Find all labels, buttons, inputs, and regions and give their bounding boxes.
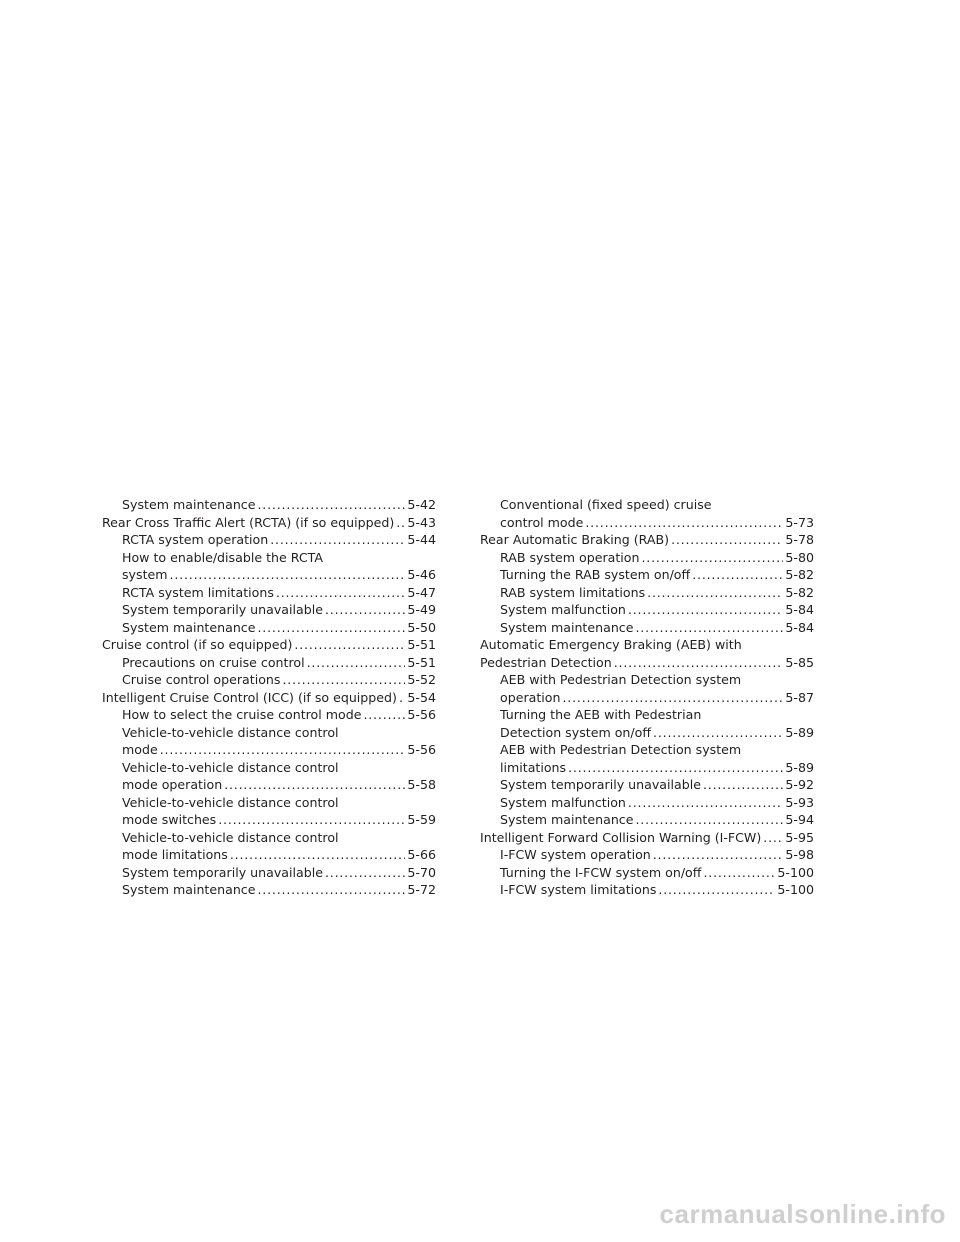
- dot-leader: [692, 566, 783, 584]
- dot-leader: [396, 514, 405, 532]
- toc-entry[interactable]: [102, 794, 436, 829]
- toc-entry[interactable]: [102, 636, 436, 654]
- toc-entry-line: [500, 794, 814, 812]
- toc-entry-page-number: 5-51: [407, 654, 436, 670]
- dot-leader: [635, 811, 783, 829]
- dot-leader: [628, 794, 784, 812]
- toc-entry-title-line: Turning the AEB with Pedestrian: [500, 707, 702, 722]
- toc-entry-page-number: 5-46: [407, 567, 436, 582]
- toc-entry-title: Intelligent Cruise Control (ICC) (if so equipped): [102, 689, 397, 705]
- toc-entry[interactable]: [102, 619, 436, 637]
- toc-entry-line: [122, 811, 436, 829]
- toc-entry-title: control mode: [500, 514, 584, 530]
- toc-entry-page-number: 5-82: [785, 567, 814, 582]
- toc-entry-line: [500, 776, 814, 794]
- toc-entry-line: [122, 566, 436, 584]
- dot-leader: [218, 811, 405, 829]
- watermark-text: carmanualsonline.info: [659, 1199, 946, 1229]
- toc-entry-line: [500, 759, 814, 777]
- toc-entry-page-number: 5-82: [785, 584, 814, 600]
- dot-leader: [363, 706, 405, 724]
- toc-entry-line: [480, 829, 814, 847]
- toc-entry-line: [122, 776, 436, 794]
- toc-entry[interactable]: [102, 531, 436, 549]
- dot-leader: [325, 601, 405, 619]
- toc-entry[interactable]: [480, 846, 814, 864]
- toc-entry-page-number: 5-89: [785, 759, 814, 775]
- toc-entry-title: RCTA system limitations: [122, 584, 274, 600]
- toc-entry-page-number: 5-54: [407, 689, 436, 705]
- toc-entry-title: Pedestrian Detection: [480, 654, 612, 670]
- toc-entry[interactable]: [102, 514, 436, 532]
- toc-entry-line: [500, 864, 814, 882]
- toc-entry-line: [500, 881, 814, 899]
- toc-entry-line: [500, 846, 814, 864]
- toc-entry-title: System maintenance: [122, 882, 256, 897]
- toc-entry-page-number: 5-100: [777, 882, 814, 897]
- toc-entry[interactable]: [480, 706, 814, 741]
- toc-entry-page-number: 5-56: [407, 707, 436, 722]
- dot-leader: [230, 846, 406, 864]
- toc-entry-title: System maintenance: [122, 497, 256, 512]
- toc-entry[interactable]: [480, 671, 814, 706]
- toc-entry-line: [122, 671, 436, 689]
- toc-entry-page-number: 5-52: [407, 672, 436, 687]
- toc-right-column: [480, 496, 814, 899]
- toc-entry-title-line: Conventional (fixed speed) cruise: [500, 497, 712, 512]
- toc-entry-line: [500, 566, 814, 584]
- toc-entry-line: [122, 741, 436, 759]
- toc-entry-title-line: Vehicle-to-vehicle distance control: [122, 794, 339, 810]
- toc-entry-title: System maintenance: [122, 619, 256, 635]
- toc-entry-page-number: 5-47: [407, 584, 436, 600]
- toc-entry-title-line: AEB with Pedestrian Detection system: [500, 672, 742, 687]
- toc-entry[interactable]: [480, 811, 814, 829]
- toc-entry-line: [122, 619, 436, 637]
- dot-leader: [653, 846, 784, 864]
- toc-entry-title: System temporarily unavailable: [122, 602, 323, 617]
- dot-leader: [635, 619, 783, 637]
- toc-entry-page-number: 5-93: [785, 794, 814, 810]
- toc-entry[interactable]: [102, 601, 436, 619]
- dot-leader: [170, 566, 406, 584]
- toc-entry-title: System malfunction: [500, 602, 626, 617]
- toc-entry-line: [122, 864, 436, 882]
- toc-entry-page-number: 5-98: [785, 847, 814, 862]
- toc-entry-page-number: 5-42: [407, 497, 436, 512]
- toc-entry[interactable]: [480, 496, 814, 531]
- toc-entry-title: Intelligent Forward Collision Warning (I-FCW): [480, 829, 762, 845]
- toc-entry-title-line: AEB with Pedestrian Detection system: [500, 742, 742, 757]
- toc-entry-line: [500, 601, 814, 619]
- toc-entry-title: System temporarily unavailable: [122, 864, 323, 880]
- toc-entry-line: [122, 496, 436, 514]
- toc-entry[interactable]: [480, 636, 814, 671]
- toc-entry-title: RCTA system operation: [122, 532, 269, 547]
- toc-entry[interactable]: [480, 531, 814, 549]
- toc-entry-title: Cruise control (if so equipped): [102, 637, 293, 652]
- dot-leader: [585, 514, 783, 532]
- dot-leader: [257, 619, 405, 637]
- toc-entry-title: system: [122, 567, 168, 582]
- toc-entry[interactable]: [102, 584, 436, 602]
- toc-entry-title: mode operation: [122, 777, 223, 792]
- toc-entry-page-number: 5-43: [407, 514, 436, 530]
- toc-entry-line: [500, 584, 814, 602]
- toc-entry-title: RAB system limitations: [500, 584, 646, 600]
- toc-entry[interactable]: [480, 776, 814, 794]
- toc-entry[interactable]: [102, 759, 436, 794]
- dot-leader: [270, 531, 405, 549]
- toc-entry-page-number: 5-78: [785, 532, 814, 547]
- dot-leader: [257, 496, 405, 514]
- toc-entry-title: mode: [122, 742, 158, 757]
- toc-entry-line: [480, 654, 814, 672]
- dot-leader: [628, 601, 784, 619]
- toc-entry-page-number: 5-51: [407, 637, 436, 652]
- toc-entry-title: System malfunction: [500, 794, 626, 810]
- dot-leader: [653, 724, 783, 742]
- toc-entry-line: [122, 706, 436, 724]
- dot-leader: [276, 584, 406, 602]
- dot-leader: [703, 864, 775, 882]
- toc-entry-title: Rear Cross Traffic Alert (RCTA) (if so equipped): [102, 514, 395, 530]
- toc-entry-page-number: 5-95: [785, 829, 814, 845]
- toc-entry[interactable]: [102, 689, 436, 707]
- toc-entry[interactable]: [480, 864, 814, 882]
- toc-entry[interactable]: [102, 654, 436, 672]
- toc-entry-page-number: 5-80: [785, 549, 814, 565]
- dot-leader: [224, 776, 405, 794]
- toc-entry-line: [102, 689, 436, 707]
- dot-leader: [294, 636, 405, 654]
- toc-entry-page-number: 5-84: [785, 602, 814, 617]
- toc-entry[interactable]: [480, 566, 814, 584]
- toc-entry-line: [500, 689, 814, 707]
- toc-entry[interactable]: [480, 794, 814, 812]
- dot-leader: [614, 654, 784, 672]
- dot-leader: [763, 829, 783, 847]
- toc-entry-title: operation: [500, 689, 561, 705]
- dot-leader: [562, 689, 783, 707]
- toc-entry[interactable]: [480, 601, 814, 619]
- toc-entry-line: [102, 514, 436, 532]
- toc-entry-page-number: 5-92: [785, 777, 814, 792]
- toc-entry-title: Turning the RAB system on/off: [500, 567, 691, 582]
- toc-entry[interactable]: [102, 549, 436, 584]
- dot-leader: [282, 671, 405, 689]
- toc-entry[interactable]: [480, 829, 814, 847]
- toc-entry-line: [500, 811, 814, 829]
- toc-entry-page-number: 5-49: [407, 602, 436, 617]
- toc-entry-page-number: 5-100: [777, 864, 814, 880]
- toc-entry-title: limitations: [500, 759, 567, 775]
- toc-entry-title: Cruise control operations: [122, 672, 281, 687]
- toc-entry-page-number: 5-94: [785, 812, 814, 827]
- toc-entry-line: [122, 881, 436, 899]
- toc-entry-page-number: 5-56: [407, 742, 436, 757]
- toc-entry-line: [500, 619, 814, 637]
- toc-entry-title-line: Vehicle-to-vehicle distance control: [122, 724, 339, 740]
- toc-entry-title-line: How to enable/disable the RCTA: [122, 549, 323, 565]
- toc-entry[interactable]: [480, 549, 814, 567]
- dot-leader: [399, 689, 405, 707]
- toc-entry-title: Detection system on/off: [500, 724, 652, 740]
- toc-entry-title: How to select the cruise control mode: [122, 707, 362, 722]
- toc-entry[interactable]: [102, 864, 436, 882]
- toc-entry-page-number: 5-89: [785, 724, 814, 740]
- toc-left-column: [102, 496, 436, 899]
- toc-entry[interactable]: [102, 706, 436, 724]
- toc-entry-line: [500, 724, 814, 742]
- toc-entry-page-number: 5-73: [785, 514, 814, 530]
- toc-entry[interactable]: [480, 881, 814, 899]
- toc-entry-page-number: 5-59: [407, 812, 436, 827]
- toc-entry-page-number: 5-87: [785, 689, 814, 705]
- toc-entry-page-number: 5-50: [407, 619, 436, 635]
- toc-entry[interactable]: [102, 724, 436, 759]
- toc-entry-title-line: Automatic Emergency Braking (AEB) with: [480, 637, 742, 652]
- toc-entry-line: [122, 846, 436, 864]
- toc-entry-line: [500, 514, 814, 532]
- toc-entry-title: System maintenance: [500, 812, 634, 827]
- dot-leader: [257, 881, 405, 899]
- toc-entry-page-number: 5-44: [407, 532, 436, 547]
- toc-entry-line: [122, 531, 436, 549]
- toc-entry-title: I-FCW system limitations: [500, 882, 657, 897]
- toc-entry-page-number: 5-84: [785, 619, 814, 635]
- toc-entry-page-number: 5-58: [407, 777, 436, 792]
- toc-entry-line: [102, 636, 436, 654]
- toc-entry-title: mode limitations: [122, 847, 228, 862]
- toc-entry-page-number: 5-70: [407, 864, 436, 880]
- dot-leader: [658, 881, 775, 899]
- toc-entry-title: I-FCW system operation: [500, 847, 651, 862]
- dot-leader: [647, 584, 783, 602]
- toc-entry-title-line: Vehicle-to-vehicle distance control: [122, 829, 339, 845]
- dot-leader: [642, 549, 784, 567]
- dot-leader: [160, 741, 406, 759]
- toc-entry[interactable]: [480, 741, 814, 776]
- toc-entry-title: Rear Automatic Braking (RAB): [480, 532, 670, 547]
- toc-entry-line: [480, 531, 814, 549]
- toc-entry-title: Precautions on cruise control: [122, 654, 305, 670]
- toc-entry[interactable]: [480, 584, 814, 602]
- toc-entry[interactable]: [102, 881, 436, 899]
- toc-entry-page-number: 5-85: [785, 654, 814, 670]
- dot-leader: [671, 531, 783, 549]
- toc-entry-line: [122, 654, 436, 672]
- toc-entry-title: System maintenance: [500, 619, 634, 635]
- toc-entry-title: mode switches: [122, 812, 217, 827]
- dot-leader: [307, 654, 406, 672]
- toc-entry-title: Turning the I-FCW system on/off: [500, 864, 702, 880]
- toc-entry-page-number: 5-72: [407, 882, 436, 897]
- toc-entry[interactable]: [102, 671, 436, 689]
- toc-entry-line: [122, 584, 436, 602]
- toc-entry[interactable]: [480, 619, 814, 637]
- toc-entry-title: RAB system operation: [500, 549, 640, 565]
- toc-entry[interactable]: [102, 829, 436, 864]
- toc-entry-title-line: Vehicle-to-vehicle distance control: [122, 759, 339, 775]
- toc-entry-page-number: 5-66: [407, 847, 436, 862]
- toc-entry-title: System temporarily unavailable: [500, 777, 701, 792]
- dot-leader: [568, 759, 783, 777]
- dot-leader: [325, 864, 405, 882]
- dot-leader: [703, 776, 783, 794]
- toc-entry-line: [500, 549, 814, 567]
- toc-entry[interactable]: [102, 496, 436, 514]
- toc-entry-line: [122, 601, 436, 619]
